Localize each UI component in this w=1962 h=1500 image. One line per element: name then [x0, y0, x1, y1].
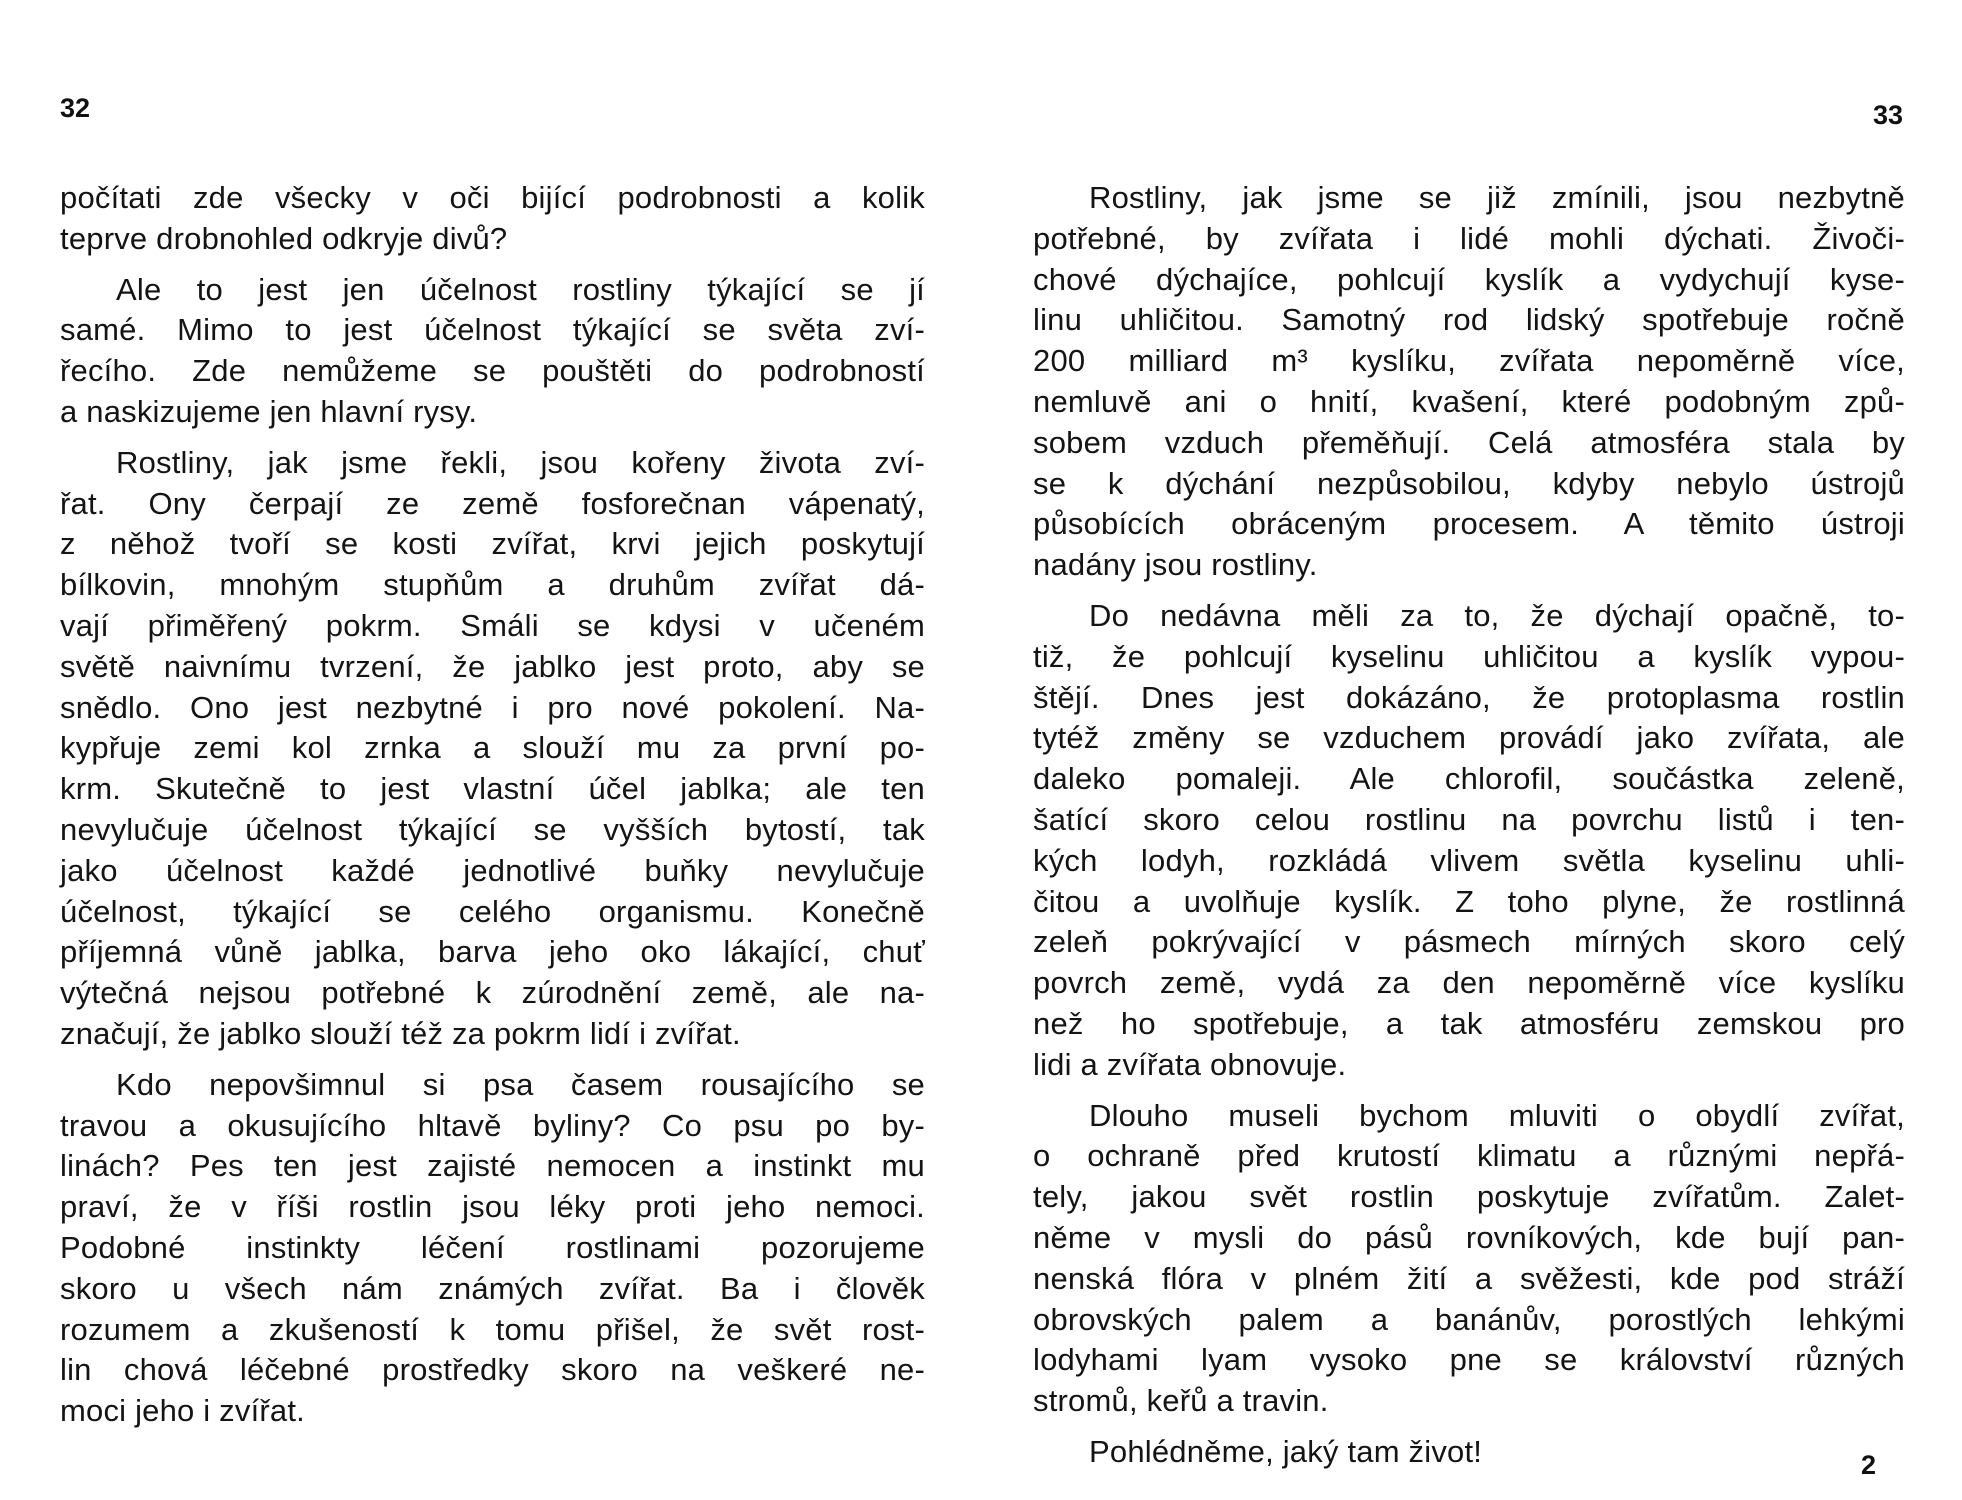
- paragraph: [60, 270, 925, 433]
- text-line: jako účelnost každé jednotlivé buňky nevylučuje: [60, 852, 925, 888]
- text-line: se k dýchání nezpůsobilou, kdyby nebylo ústrojů: [1033, 465, 1905, 501]
- paragraph-gap: [60, 1055, 925, 1065]
- text-line: moci jeho i zvířat.: [60, 1393, 305, 1429]
- text-line: snědlo. Ono jest nezbytné i pro nové pokolení. Na-: [60, 689, 925, 725]
- paragraph: [1033, 1432, 1905, 1473]
- text-line: Ale to jest jen účelnost rostliny týkající se jí: [116, 271, 925, 307]
- text-line: Podobné instinkty léčení rostlinami pozorujeme: [60, 1229, 925, 1265]
- text-line: bílkovin, mnohým stupňům a druhům zvířat dá-: [60, 567, 925, 603]
- text-line: něme v mysli do pásů rovníkových, kde bují pan-: [1033, 1219, 1905, 1255]
- left-page-text: [60, 178, 925, 1432]
- text-line: a naskizujeme jen hlavní rysy.: [60, 393, 478, 429]
- text-line: Dlouho museli bychom mluviti o obydlí zvířat,: [1089, 1097, 1905, 1133]
- text-line: působících obráceným procesem. A těmito ústroji: [1033, 506, 1905, 542]
- text-line: Rostliny, jak jsme řekli, jsou kořeny života zví-: [116, 444, 925, 480]
- paragraph: [1033, 178, 1905, 586]
- paragraph-gap: [60, 260, 925, 270]
- text-line: skoro u všech nám známých zvířat. Ba i člověk: [60, 1270, 925, 1306]
- text-line: lidi a zvířata obnovuje.: [1033, 1046, 1347, 1082]
- paragraph-gap: [1033, 1086, 1905, 1096]
- text-line: značují, že jablko slouží též za pokrm lidí i zvířat.: [60, 1015, 741, 1051]
- text-line: nevylučuje účelnost týkající se vyšších bytostí, tak: [60, 811, 925, 847]
- text-line: tely, jakou svět rostlin poskytuje zvířatům. Zalet-: [1033, 1179, 1905, 1215]
- paragraph-gap: [1033, 1422, 1905, 1432]
- text-line: teprve drobnohled odkryje divů?: [60, 220, 508, 256]
- text-line: potřebné, by zvířata i lidé mohli dýchati. Živoči-: [1033, 220, 1905, 256]
- text-line: obrovských palem a banánův, porostlých lehkými: [1033, 1301, 1905, 1337]
- text-line: nadány jsou rostliny.: [1033, 547, 1318, 583]
- text-line: chové dýchajíce, pohlcují kyslík a vydychují kyse-: [1033, 261, 1905, 297]
- right-page-text: [1033, 178, 1905, 1473]
- text-line: světě naivnímu tvrzení, že jablko jest proto, aby se: [60, 648, 925, 684]
- text-line: zeleň pokrývající v pásmech mírných skoro celý: [1033, 924, 1905, 960]
- text-line: příjemná vůně jablka, barva jeho oko lákající, chuť: [60, 934, 925, 970]
- text-line: počítati zde všecky v oči bijící podrobnosti a kolik: [60, 180, 925, 215]
- text-line: linu uhličitou. Samotný rod lidský spotřebuje ročně: [1033, 302, 1905, 338]
- text-line: účelnost, týkající se celého organismu. Konečně: [60, 893, 925, 929]
- text-line: kých lodyh, rozkládá vlivem světla kyselinu uhli-: [1033, 842, 1905, 878]
- paragraph: [60, 443, 925, 1055]
- text-line: samé. Mimo to jest účelnost týkající se světa zví-: [60, 312, 925, 348]
- text-line: čitou a uvolňuje kyslík. Z toho plyne, že rostlinná: [1033, 883, 1905, 919]
- signature-mark: 2: [1861, 1450, 1877, 1480]
- text-line: z něhož tvoří se kosti zvířat, krvi jejich poskytují: [60, 526, 925, 562]
- text-line: Do nedávna měli za to, že dýchají opačně, to-: [1089, 597, 1905, 633]
- text-line: praví, že v říši rostlin jsou léky proti jeho nemoci.: [60, 1189, 925, 1225]
- text-line: vají přiměřený pokrm. Smáli se kdysi v učeném: [60, 607, 925, 643]
- text-line: linách? Pes ten jest zajisté nemocen a instinkt mu: [60, 1148, 925, 1184]
- text-line: řecího. Zde nemůžeme se pouštěti do podrobností: [60, 353, 925, 389]
- text-line: šatící skoro celou rostlinu na povrchu listů i ten-: [1033, 801, 1905, 837]
- text-line: nenská flóra v plném žití a svěžesti, kde pod stráží: [1033, 1260, 1905, 1296]
- text-line: než ho spotřebuje, a tak atmosféru zemskou pro: [1033, 1005, 1905, 1041]
- text-line: nemluvě ani o hnití, kvašení, které podobným způ-: [1033, 383, 1905, 419]
- text-line: sobem vzduch přeměňují. Celá atmosféra stala by: [1033, 424, 1905, 460]
- text-line: o ochraně před krutostí klimatu a různými nepřá-: [1033, 1138, 1905, 1174]
- paragraph: [60, 178, 925, 260]
- text-line: povrch země, vydá za den nepoměrně více kyslíku: [1033, 965, 1905, 1001]
- text-line: štějí. Dnes jest dokázáno, že protoplasma rostlin: [1033, 679, 1905, 715]
- text-line: travou a okusujícího hltavě byliny? Co psu po by-: [60, 1107, 925, 1143]
- text-line: tytéž změny se vzduchem provádí jako zvířata, ale: [1033, 720, 1905, 756]
- text-line: lin chová léčebné prostředky skoro na veškeré ne-: [60, 1352, 925, 1388]
- right-page: [981, 0, 1962, 1500]
- text-line: Pohlédněme, jaký tam život!: [1089, 1433, 1483, 1469]
- text-line: rozumem a zkušeností k tomu přišel, že svět rost-: [60, 1311, 925, 1347]
- paragraph-gap: [60, 433, 925, 443]
- paragraph-gap: [1033, 586, 1905, 596]
- text-line: krm. Skutečně to jest vlastní účel jablka; ale ten: [60, 771, 925, 807]
- text-line: kypřuje zemi kol zrnka a slouží mu za první po-: [60, 730, 925, 766]
- text-line: 200 milliard m³ kyslíku, zvířata nepoměrně více,: [1033, 343, 1905, 379]
- text-line: stromů, keřů a travin.: [1033, 1383, 1329, 1419]
- text-line: daleko pomaleji. Ale chlorofil, součástka zeleně,: [1033, 761, 1905, 797]
- text-line: řat. Ony čerpají ze země fosforečnan vápenatý,: [60, 485, 925, 521]
- paragraph: [1033, 596, 1905, 1086]
- text-line: lodyhami lyam vysoko pne se království různých: [1033, 1342, 1905, 1378]
- page-number-left: 32: [60, 93, 91, 123]
- text-line: Kdo nepovšimnul si psa časem rousajícího se: [116, 1066, 925, 1102]
- paragraph: [60, 1065, 925, 1432]
- text-line: Rostliny, jak jsme se již zmínili, jsou nezbytně: [1089, 180, 1905, 215]
- page-number-right: 33: [1873, 100, 1904, 130]
- text-line: výtečná nejsou potřebné k zúrodnění země, ale na-: [60, 975, 925, 1011]
- text-line: tiž, že pohlcují kyselinu uhličitou a kyslík vypou-: [1033, 638, 1905, 674]
- paragraph: [1033, 1096, 1905, 1422]
